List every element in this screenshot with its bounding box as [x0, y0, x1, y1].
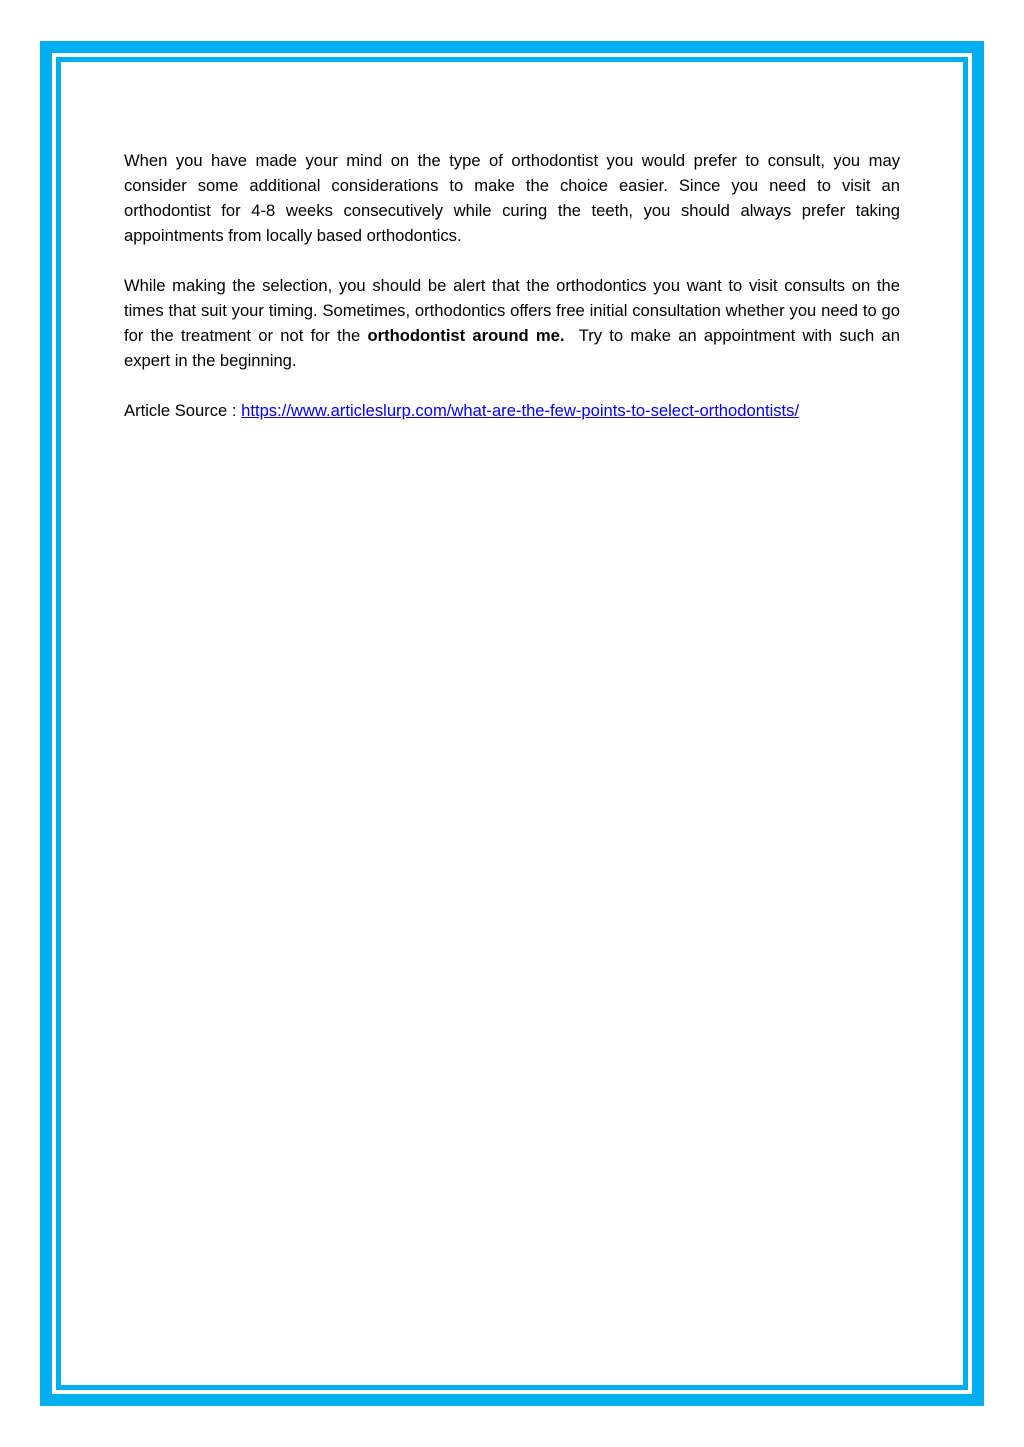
paragraph-1: When you have made your mind on the type of orthodontist you would prefer to consult, you may consider some additional considerations to make the choice easier. Since you need to visit an orthodontist for 4-8 weeks consecutively while curing the teeth, you should always prefer taking appointments from locally based orthodontics. — [124, 151, 900, 245]
paragraph-2-text-after: Try to make an appointment with such an expert in the beginning. — [124, 326, 905, 370]
document-body — [124, 148, 905, 448]
paragraph-2 — [124, 273, 905, 373]
paragraph-2-text-before: While making the selection, you should be alert that the orthodontics you want to visit consults on the times that suit your timing. Sometimes, orthodontics offers free initial consultation whether you need to go for the treatment or not for the — [124, 276, 900, 345]
article-source-link[interactable]: https://www.articleslurp.com/what-are-the-few-points-to-select-orthodontists/ — [241, 401, 800, 420]
article-source — [124, 398, 900, 423]
article-source-label: Article Source : — [124, 401, 242, 420]
keyword-orthodontist-around-me: orthodontist around me. — [367, 326, 565, 345]
